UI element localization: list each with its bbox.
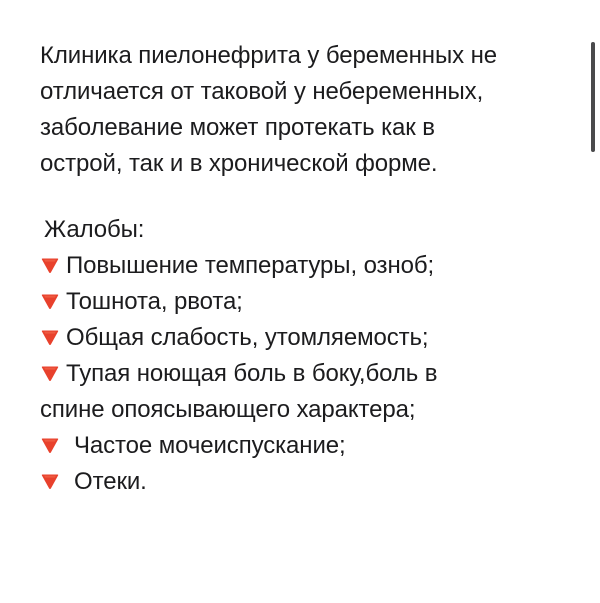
paragraph-line: Клиника пиелонефрита у беременных не <box>40 42 497 69</box>
list-item-text: Повышение температуры, озноб; <box>66 252 435 279</box>
paragraph-line: заболевание может протекать как в <box>40 114 435 141</box>
list-item <box>40 284 570 320</box>
complaints-list <box>40 248 570 500</box>
list-item-text: Тупая ноющая боль в боку,боль в <box>66 360 438 387</box>
list-item <box>40 464 570 500</box>
paragraph-line: отличается от таковой у небеременных, <box>40 78 484 105</box>
list-item-text: Тошнота, рвота; <box>66 288 243 315</box>
red-down-triangle-icon <box>40 327 60 347</box>
list-item <box>40 248 570 284</box>
list-item <box>40 428 570 464</box>
red-down-triangle-icon <box>40 363 60 383</box>
list-item-text: Общая слабость, утомляемость; <box>66 324 429 351</box>
list-item-continuation: спине опоясывающего характера; <box>40 396 416 423</box>
complaints-heading: Жалобы: <box>44 216 145 243</box>
list-item <box>40 320 570 356</box>
list-item-text: Частое мочеиспускание; <box>74 432 346 459</box>
red-down-triangle-icon <box>40 435 60 455</box>
blank-line <box>40 182 570 212</box>
list-item <box>40 356 570 428</box>
list-item-text: Отеки. <box>74 468 147 495</box>
red-down-triangle-icon <box>40 255 60 275</box>
red-down-triangle-icon <box>40 471 60 491</box>
paragraph-line: острой, так и в хронической форме. <box>40 150 438 177</box>
vertical-scrollbar[interactable] <box>588 38 598 158</box>
scrollbar-thumb[interactable] <box>591 42 595 152</box>
note-body[interactable] <box>40 38 570 500</box>
red-down-triangle-icon <box>40 291 60 311</box>
